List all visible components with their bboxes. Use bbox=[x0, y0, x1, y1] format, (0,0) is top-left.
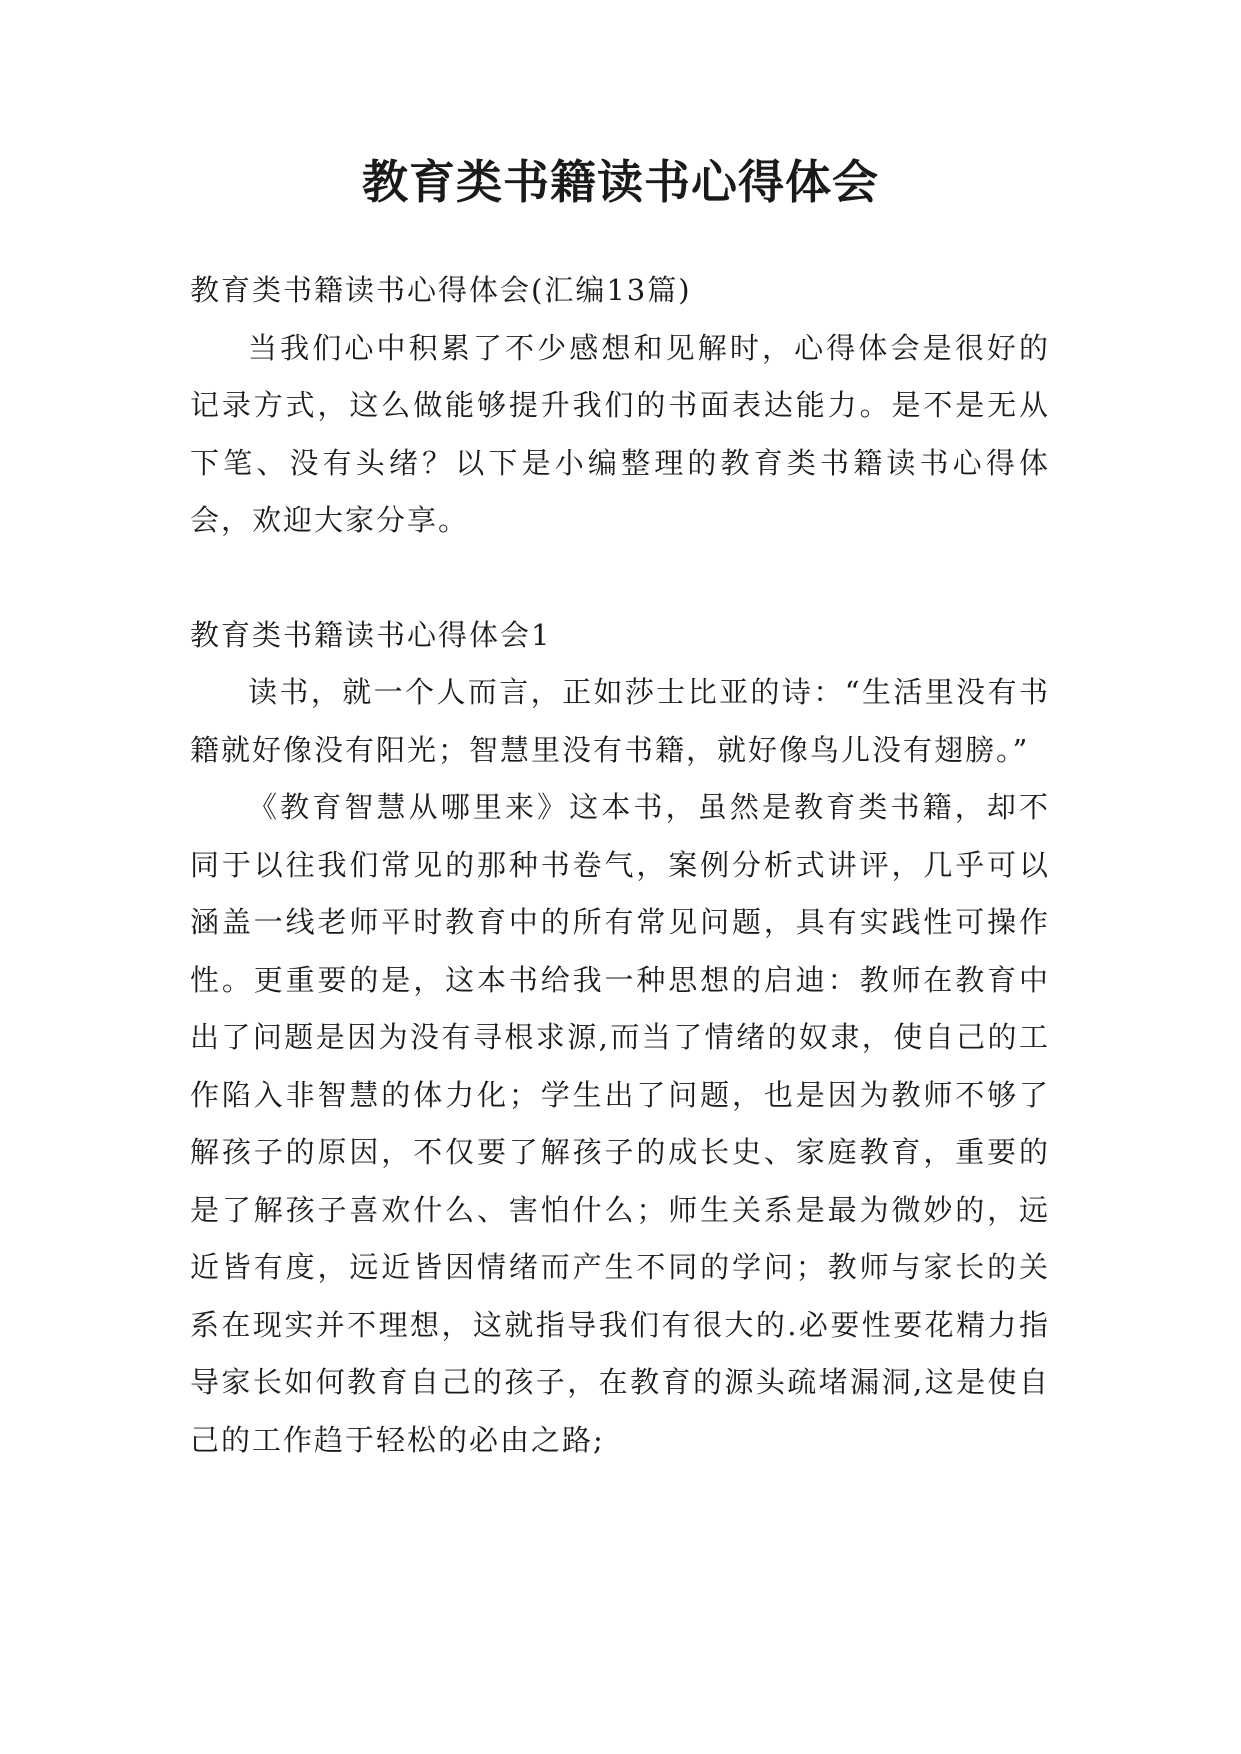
document-title: 教育类书籍读书心得体会 bbox=[362, 155, 879, 209]
section-heading: 教育类书籍读书心得体会1 bbox=[190, 617, 552, 652]
intro-paragraph: 当我们心中积累了不少感想和见解时，心得体会是很好的记录方式，这么做能够提升我们的书面表达能力。是不是无从下笔、没有头绪？以下是小编整理的教育类书籍读书心得体会，欢迎大家分享。 bbox=[190, 330, 1050, 537]
body-paragraph: 读书，就一个人而言，正如莎士比亚的诗：“生活里没有书籍就好像没有阳光；智慧里没有书籍，就好像鸟儿没有翅膀。” bbox=[190, 675, 1050, 767]
section-spacer bbox=[190, 550, 1050, 607]
document-body bbox=[190, 262, 1050, 1469]
document-subtitle: 教育类书籍读书心得体会(汇编13篇) bbox=[190, 273, 692, 307]
body-paragraph: 《教育智慧从哪里来》这本书，虽然是教育类书籍，却不同于以往我们常见的那种书卷气，案例分析式讲评，几乎可以涵盖一线老师平时教育中的所有常见问题，具有实践性可操作性。更重要的是，这本书给我一种思想的启迪：教师在教育中出了问题是因为没有寻根求源,而当了情绪的奴隶，使自己的工作陷入非智慧的体力化；学生出了问题，也是因为教师不够了解孩子的原因，不仅要了解孩子的成长史、家庭教育，重要的是了解孩子喜欢什么、害怕什么；师生关系是最为微妙的，远近皆有度，远近皆因情绪而产生不同的学问；教师与家长的关系在现实并不理想，这就指导我们有很大的.必要性要花精力指导家长如何教育自己的孩子，在教育的源头疏堵漏洞,这是使自己的工作趋于轻松的必由之路; bbox=[190, 790, 1050, 1457]
